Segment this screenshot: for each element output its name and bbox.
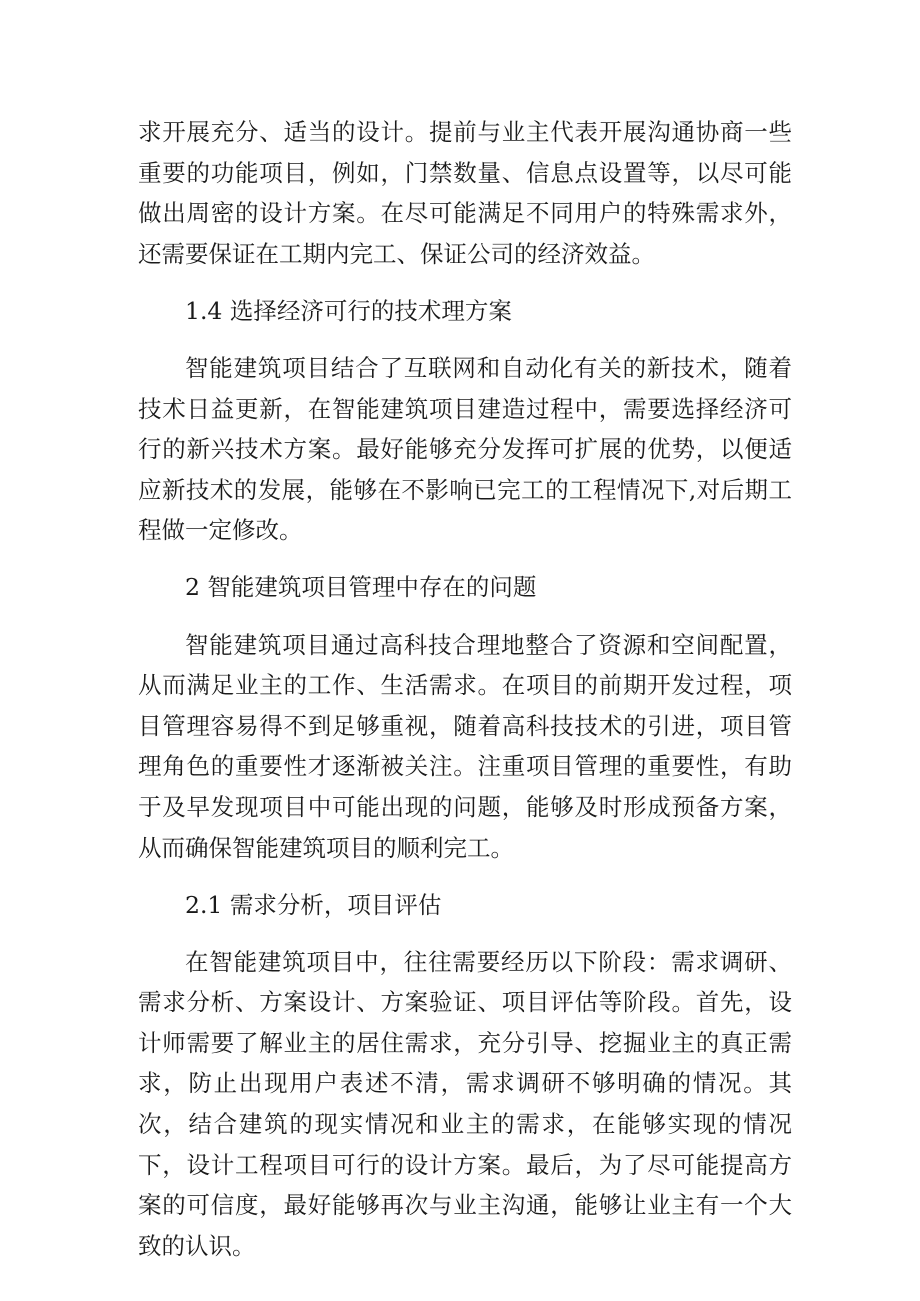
paragraph-technology: 智能建筑项目结合了互联网和自动化有关的新技术，随着技术日益更新，在智能建筑项目建造过程中，需要选择经济可行的新兴技术方案。最好能够充分发挥可扩展的优势，以便适应新技术的发展，能够在不影响已完工的工程情况下,对后期工程做一定修改。 <box>138 353 792 545</box>
paragraph-requirements: 在智能建筑项目中，往往需要经历以下阶段：需求调研、需求分析、方案设计、方案验证、项目评估等阶段。首先，设计师需要了解业主的居住需求，充分引导、挖掘业主的真正需求，防止出现用户表述不清，需求调研不够明确的情况。其次，结合建筑的现实情况和业主的需求，在能够实现的情况下，设计工程项目可行的设计方案。最后，为了尽可能提高方案的可信度，最好能够再次与业主沟通，能够让业主有一个大致的认识。 <box>138 947 792 1260</box>
paragraph-problems: 智能建筑项目通过高科技合理地整合了资源和空间配置，从而满足业主的工作、生活需求。在项目的前期开发过程，项目管理容易得不到足够重视，随着高科技技术的引进，项目管理角色的重要性才逐渐被关注。注重项目管理的重要性，有助于及早发现项目中可能出现的问题，能够及时形成预备方案，从而确保智能建筑项目的顺利完工。 <box>138 630 792 862</box>
document-body <box>138 112 792 1283</box>
paragraph-continued: 求开展充分、适当的设计。提前与业主代表开展沟通协商一些重要的功能项目，例如，门禁数量、信息点设置等，以尽可能做出周密的设计方案。在尽可能满足不同用户的特殊需求外，还需要保证在工期内完工、保证公司的经济效益。 <box>138 118 792 268</box>
section-heading-2-1: 2.1 需求分析，项目评估 <box>185 890 442 919</box>
section-heading-1-4: 1.4 选择经济可行的技术理方案 <box>185 296 512 325</box>
section-heading-2: 2 智能建筑项目管理中存在的问题 <box>185 573 537 602</box>
